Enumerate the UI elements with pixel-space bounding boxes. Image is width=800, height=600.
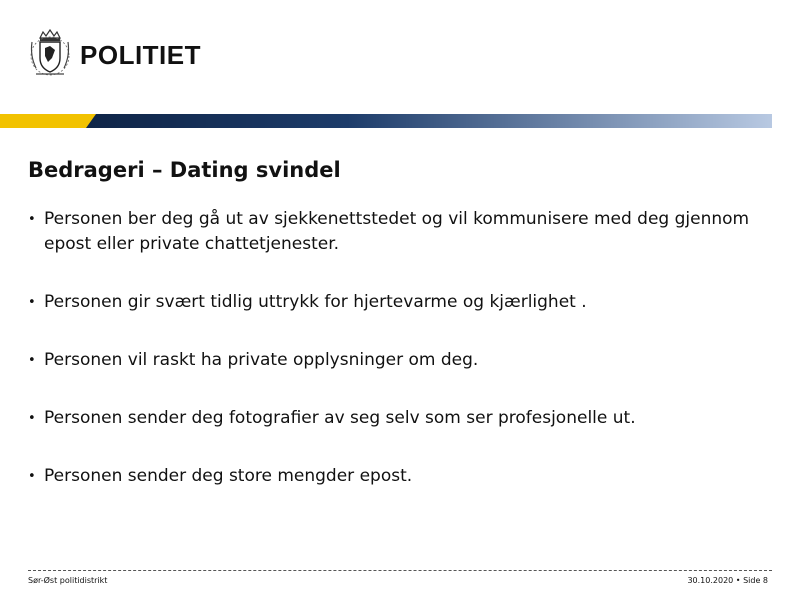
bullet-item: [28, 290, 768, 315]
footer-district: Sør-Øst politidistrikt: [28, 576, 108, 585]
bullet-item: [28, 348, 768, 373]
bullet-list: [28, 207, 768, 489]
politiet-logo: [28, 28, 201, 80]
bullet-text: Personen ber deg gå ut av sjekkenettstedet og vil kommunisere med deg gjennom epost eller private chattetjenester.: [44, 209, 750, 254]
bullet-item: [28, 406, 768, 431]
bullet-text: Personen sender deg store mengder epost.: [44, 466, 413, 486]
bullet-text: Personen gir svært tidlig uttrykk for hjertevarme og kjærlighet .: [44, 292, 587, 312]
bullet-item: [28, 207, 768, 257]
bullet-dot: •: [28, 353, 36, 368]
slide-title: Bedrageri – Dating svindel: [28, 158, 341, 182]
footer-divider: [28, 570, 772, 571]
footer-date-page: 30.10.2020 • Side 8: [687, 576, 768, 585]
bullet-dot: •: [28, 295, 36, 310]
bullet-text: Personen vil raskt ha private opplysninger om deg.: [44, 350, 479, 370]
header-color-band: [0, 114, 772, 128]
bullet-dot: •: [28, 411, 36, 426]
police-crest-icon: [28, 28, 72, 80]
logo-wordmark: POLITIET: [80, 39, 201, 70]
bullet-dot: •: [28, 469, 36, 484]
bullet-item: [28, 464, 768, 489]
bullet-dot: •: [28, 212, 36, 227]
bullet-text: Personen sender deg fotografier av seg selv som ser profesjonelle ut.: [44, 408, 636, 428]
